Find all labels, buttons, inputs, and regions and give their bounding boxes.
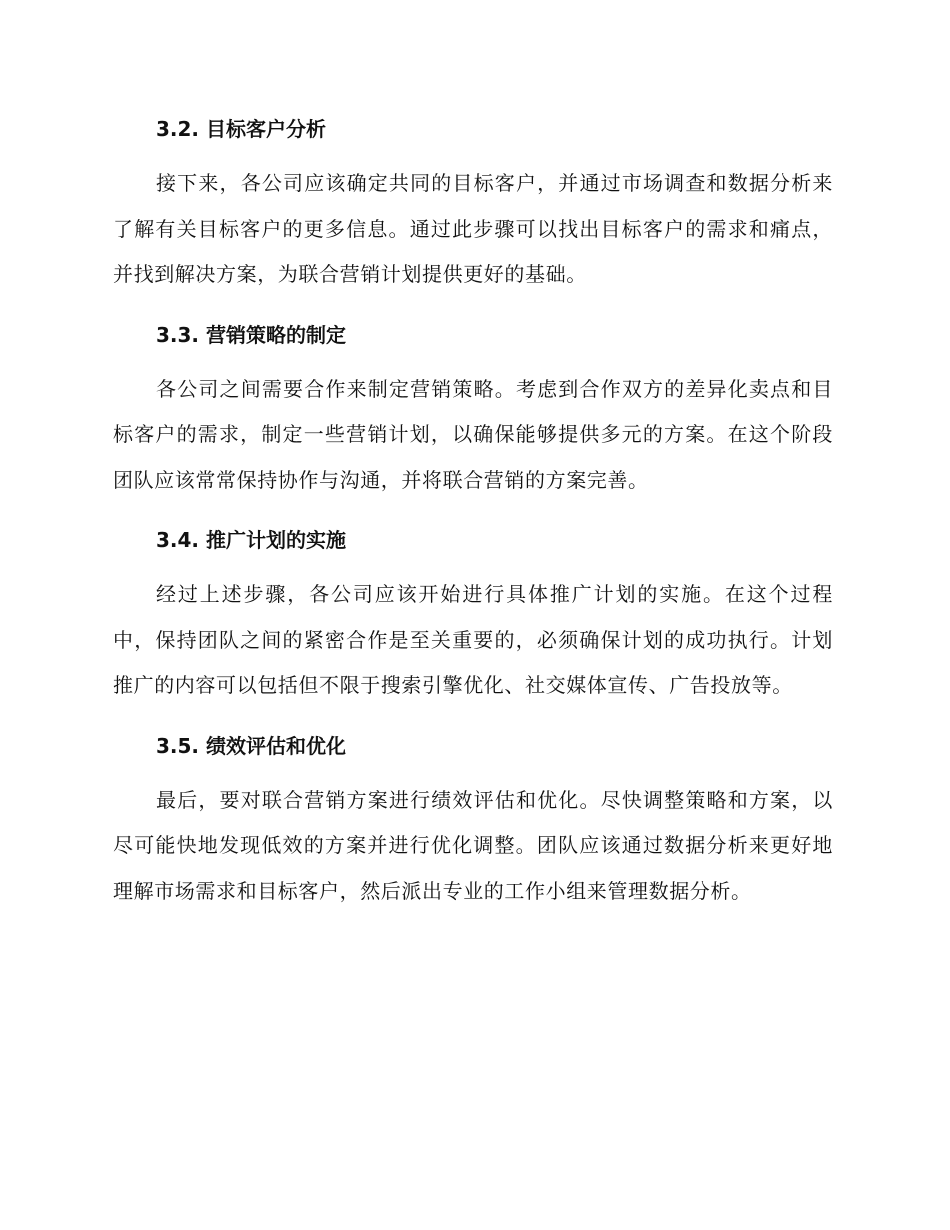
section-paragraph: 各公司之间需要合作来制定营销策略。考虑到合作双方的差异化卖点和目标客户的需求，制定一些营销计划，以确保能够提供多元的方案。在这个阶段团队应该常常保持协作与沟通，并将联合营销的方案完善。 (113, 376, 833, 492)
section-performance-optimization (113, 729, 833, 915)
section-paragraph: 经过上述步骤，各公司应该开始进行具体推广计划的实施。在这个过程中，保持团队之间的紧密合作是至关重要的，必须确保计划的成功执行。计划推广的内容可以包括但不限于搜索引擎优化、社交媒体宣传、广告投放等。 (113, 582, 833, 697)
section-heading: 3.5. 绩效评估和优化 (156, 733, 346, 758)
section-marketing-strategy (113, 318, 833, 504)
section-promotion-implementation (113, 523, 833, 709)
section-heading: 3.4. 推广计划的实施 (156, 528, 346, 552)
section-paragraph: 接下来，各公司应该确定共同的目标客户，并通过市场调查和数据分析来了解有关目标客户的更多信息。通过此步骤可以找出目标客户的需求和痛点，并找到解决方案，为联合营销计划提供更好的基础。 (113, 171, 833, 286)
document-content (113, 112, 833, 934)
section-target-customer-analysis (113, 112, 833, 298)
section-heading: 3.2. 目标客户分析 (156, 117, 326, 141)
section-heading: 3.3. 营销策略的制定 (156, 322, 346, 347)
section-paragraph: 最后，要对联合营销方案进行绩效评估和优化。尽快调整策略和方案，以尽可能快地发现低效的方案并进行优化调整。团队应该通过数据分析来更好地理解市场需求和目标客户，然后派出专业的工作小组来管理数据分析。 (113, 787, 833, 903)
